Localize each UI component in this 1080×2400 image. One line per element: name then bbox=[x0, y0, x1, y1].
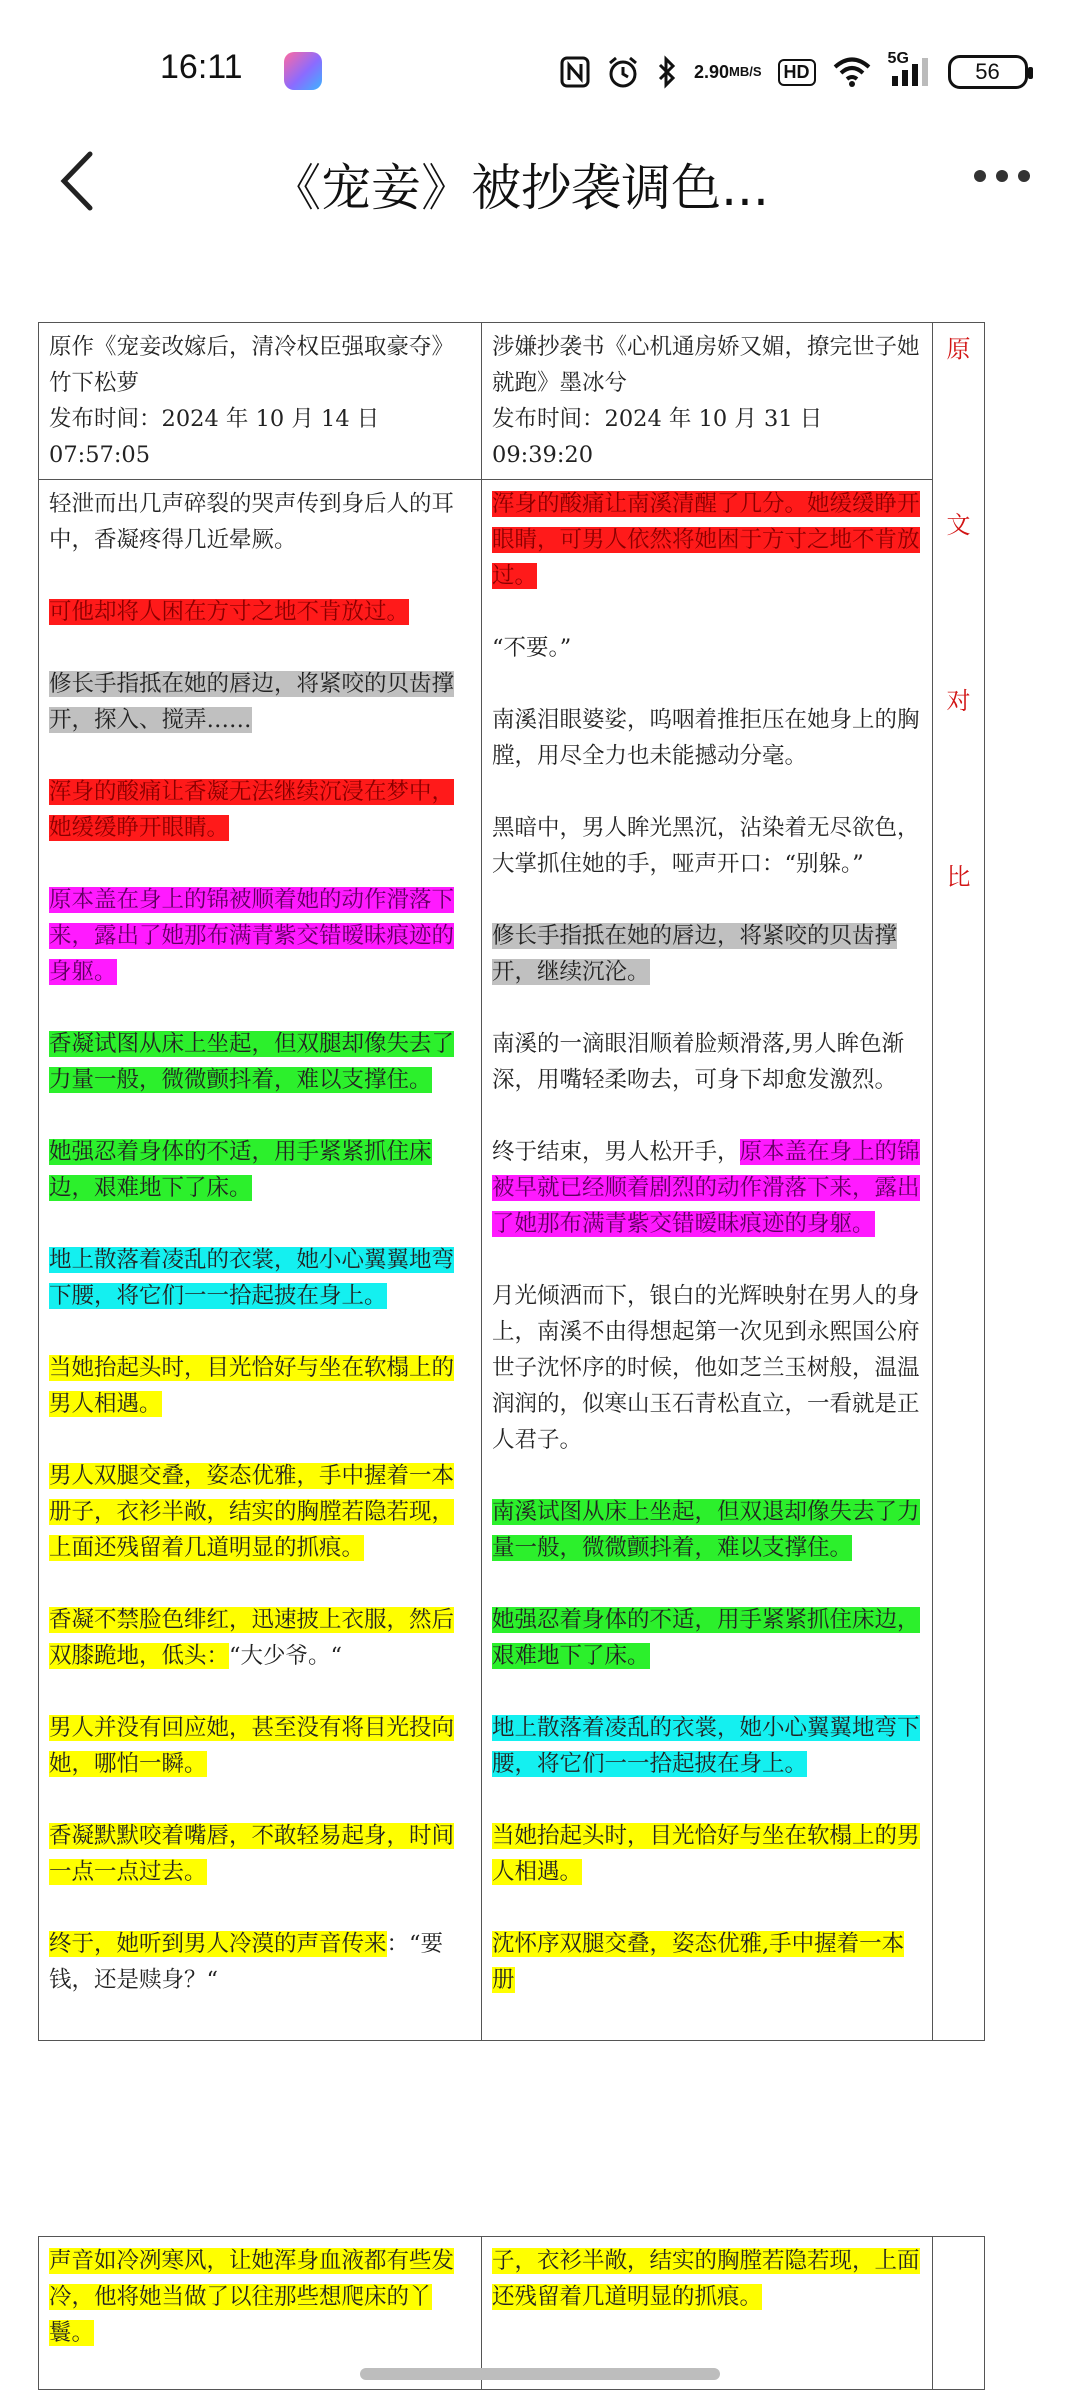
battery-level: 56 bbox=[975, 59, 1000, 84]
paragraph-text: 当她抬起头时，目光恰好与坐在软榻上的男人相遇。 bbox=[49, 1355, 455, 1417]
paragraph bbox=[492, 1818, 922, 1890]
original-text-cell-page-2 bbox=[39, 2237, 482, 2390]
network-speed-value: 2.90 bbox=[694, 62, 730, 82]
compare-char: 文 bbox=[946, 511, 971, 539]
paragraph bbox=[49, 1458, 471, 1566]
paragraph-text: 南溪的一滴眼泪顺着脸颊滑落,男人眸色渐深，用嘴轻柔吻去，可身下却愈发激烈。 bbox=[492, 1031, 905, 1093]
back-button[interactable] bbox=[52, 146, 112, 216]
app-header bbox=[0, 130, 1080, 240]
paragraph-text: 浑身的酸痛让香凝无法继续沉浸在梦中，她缓缓睁开眼睛。 bbox=[49, 779, 455, 841]
paragraph bbox=[49, 1134, 471, 1206]
original-title: 原作《宠妾改嫁后，清冷权臣强取豪夺》竹下松萝 bbox=[49, 334, 455, 396]
paragraph-text: 黑暗中，男人眸光黑沉，沾染着无尽欲色，大掌抓住她的手，哑声开口：“别躲。” bbox=[492, 815, 920, 877]
comparison-document bbox=[38, 322, 984, 2041]
paragraph bbox=[49, 1350, 471, 1422]
more-dot-icon bbox=[996, 170, 1008, 182]
paragraph bbox=[49, 1602, 471, 1674]
back-arrow-icon bbox=[52, 146, 112, 216]
paragraph bbox=[49, 1026, 471, 1098]
alarm-icon bbox=[606, 55, 640, 89]
paragraph-text: 修长手指抵在她的唇边，将紧咬的贝齿撑开，探入、搅弄…… bbox=[49, 671, 455, 733]
status-time: 16:11 bbox=[160, 48, 243, 86]
highlighted-paragraph: 声音如冷冽寒风，让她浑身血液都有些发冷，他将她当做了以往那些想爬床的丫鬟。 bbox=[49, 2248, 455, 2346]
paragraph-text: 终于结束，男人松开手， bbox=[492, 1139, 740, 1165]
paragraph-text: 男人并没有回应她，甚至没有将目光投向她，哪怕一瞬。 bbox=[49, 1715, 455, 1777]
home-indicator[interactable] bbox=[360, 2368, 720, 2380]
comparison-table bbox=[38, 322, 985, 2041]
paragraph-text: 沈怀序双腿交叠，姿态优雅,手中握着一本册 bbox=[492, 1931, 905, 1993]
compare-char: 对 bbox=[946, 687, 971, 715]
compare-label-cell-page-2 bbox=[933, 2237, 985, 2390]
highlighted-paragraph: 子，衣衫半敞，结实的胸膛若隐若现，上面还残留着几道明显的抓痕。 bbox=[492, 2248, 920, 2310]
page-title: 《宠妾》被抄袭调色... bbox=[271, 159, 769, 217]
suspect-header-cell bbox=[482, 323, 933, 480]
network-speed bbox=[694, 63, 762, 81]
paragraph bbox=[49, 1710, 471, 1782]
paragraph bbox=[492, 1134, 922, 1242]
status-icons bbox=[560, 48, 1028, 96]
paragraph-text: 浑身的酸痛让南溪清醒了几分。她缓缓睁开眼睛，可男人依然将她困于方寸之地不肯放过。 bbox=[492, 491, 920, 589]
paragraph-text: “不要。” bbox=[492, 635, 572, 661]
paragraph-text: 香凝默默咬着嘴唇，不敢轻易起身，时间一点一点过去。 bbox=[49, 1823, 455, 1885]
paragraph-text: 原本盖在身上的锦被顺着她的动作滑落下来，露出了她那布满青紫交错暧昧痕迹的身躯。 bbox=[49, 887, 455, 985]
paragraph-text: 终于，她听到男人冷漠的声音传来 bbox=[49, 1931, 387, 1957]
paragraph-text: 南溪泪眼婆娑，呜咽着推拒压在她身上的胸膛，用尽全力也未能撼动分毫。 bbox=[492, 707, 920, 769]
paragraph-text: 可他却将人困在方寸之地不肯放过。 bbox=[49, 599, 410, 625]
paragraph-text: 香凝不禁脸色绯红，迅速披上衣服，然后双膝跪地，低头： bbox=[49, 1607, 455, 1669]
paragraph-quote: ：“要钱，还是赎身？“ bbox=[49, 1931, 444, 1993]
paragraph-text: 修长手指抵在她的唇边，将紧咬的贝齿撑开，继续沉沦。 bbox=[492, 923, 898, 985]
paragraph-highlight: 原本盖在身上的锦被早就已经顺着剧烈的动作滑落下来，露出了她那布满青紫交错暧昧痕迹的身躯。 bbox=[492, 1139, 920, 1237]
signal-label: 5G bbox=[887, 50, 909, 67]
more-dot-icon bbox=[1018, 170, 1030, 182]
original-date: 发布时间：2024 年 10 月 14 日 07:57:05 bbox=[49, 406, 380, 468]
paragraph-text: 月光倾洒而下，银白的光辉映射在男人的身上，南溪不由得想起第一次见到永熙国公府世子沈怀序的时候，他如芝兰玉树般，温温润润的，似寒山玉石青松直立，一看就是正人君子。 bbox=[492, 1283, 920, 1453]
paragraph bbox=[492, 630, 922, 666]
compare-char: 比 bbox=[946, 863, 971, 891]
comparison-document-page-2 bbox=[38, 2236, 984, 2390]
comparison-table-page-2 bbox=[38, 2236, 985, 2390]
paragraph-text: 当她抬起头时，目光恰好与坐在软榻上的男人相遇。 bbox=[492, 1823, 920, 1885]
app-notification-icon bbox=[284, 52, 322, 90]
paragraph bbox=[492, 810, 922, 882]
original-header-cell bbox=[39, 323, 482, 480]
paragraph-text: 男人双腿交叠，姿态优雅，手中握着一本册子，衣衫半敞，结实的胸膛若隐若现，上面还残留着几道明显的抓痕。 bbox=[49, 1463, 455, 1561]
paragraph-quote: “大少爷。“ bbox=[229, 1643, 343, 1669]
paragraph bbox=[49, 774, 471, 846]
paragraph-text: 地上散落着凌乱的衣裳，她小心翼翼地弯下腰，将它们一一拾起披在身上。 bbox=[49, 1247, 455, 1309]
bluetooth-icon bbox=[656, 55, 678, 89]
paragraph bbox=[492, 1710, 922, 1782]
suspect-text-cell-page-2 bbox=[482, 2237, 933, 2390]
paragraph bbox=[492, 1278, 922, 1458]
paragraph-text: 香凝试图从床上坐起，但双腿却像失去了力量一般，微微颤抖着，难以支撑住。 bbox=[49, 1031, 455, 1093]
hd-badge: HD bbox=[778, 59, 816, 86]
paragraph-text: 南溪试图从床上坐起，但双退却像失去了力量一般，微微颤抖着，难以支撑住。 bbox=[492, 1499, 920, 1561]
paragraph bbox=[49, 1818, 471, 1890]
battery-indicator bbox=[948, 55, 1028, 89]
suspect-text-cell bbox=[482, 480, 933, 2041]
paragraph bbox=[492, 1494, 922, 1566]
paragraph-text: 她强忍着身体的不适，用手紧紧抓住床边，艰难地下了床。 bbox=[492, 1607, 920, 1669]
paragraph bbox=[492, 1602, 922, 1674]
suspect-date: 发布时间：2024 年 10 月 31 日 09:39:20 bbox=[492, 406, 823, 468]
paragraph bbox=[49, 882, 471, 990]
suspect-title: 涉嫌抄袭书《心机通房娇又媚，撩完世子她就跑》墨冰兮 bbox=[492, 334, 920, 396]
more-options-button[interactable] bbox=[974, 170, 1030, 182]
paragraph bbox=[492, 1926, 922, 1998]
paragraph-text: 她强忍着身体的不适，用手紧紧抓住床边，艰难地下了床。 bbox=[49, 1139, 432, 1201]
more-dot-icon bbox=[974, 170, 986, 182]
paragraph bbox=[492, 702, 922, 774]
compare-char: 原 bbox=[946, 335, 971, 363]
original-text-cell bbox=[39, 480, 482, 2041]
network-speed-unit: MB/S bbox=[729, 64, 762, 79]
paragraph bbox=[492, 486, 922, 594]
paragraph bbox=[49, 666, 471, 738]
paragraph-text: 轻泄而出几声碎裂的哭声传到身后人的耳中，香凝疼得几近晕厥。 bbox=[49, 491, 455, 553]
paragraph-text: 地上散落着凌乱的衣裳，她小心翼翼地弯下腰，将它们一一拾起披在身上。 bbox=[492, 1715, 920, 1777]
paragraph bbox=[492, 918, 922, 990]
paragraph bbox=[49, 486, 471, 558]
paragraph bbox=[492, 1026, 922, 1098]
status-bar bbox=[0, 0, 1080, 130]
compare-label-cell bbox=[933, 323, 985, 2041]
nfc-icon bbox=[560, 56, 590, 88]
wifi-icon bbox=[832, 56, 872, 88]
paragraph bbox=[49, 594, 471, 630]
signal-icon bbox=[887, 50, 932, 88]
paragraph bbox=[49, 1242, 471, 1314]
paragraph bbox=[49, 1926, 471, 1998]
